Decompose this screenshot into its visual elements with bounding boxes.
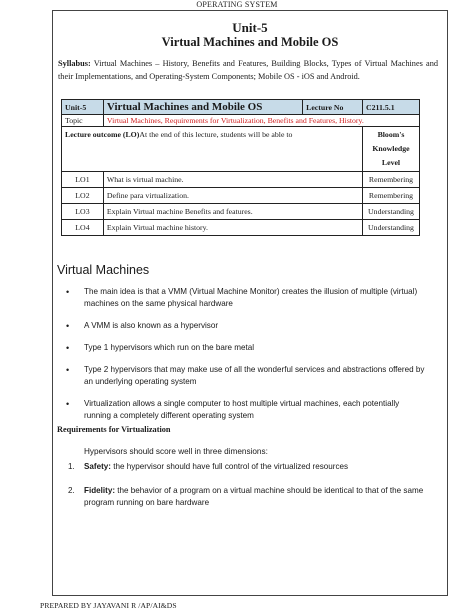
unit-subtitle: Virtual Machines and Mobile OS: [161, 35, 339, 49]
list-number: 2.: [68, 486, 75, 495]
syllabus-text: Virtual Machines – History, Benefits and Features, Building Blocks, Types of Virtual Machines and their Implementations, and Operating-System Components; Mobile OS - iOS and Android.: [58, 59, 438, 81]
lecture-title-cell: Virtual Machines and Mobile OS: [103, 100, 302, 115]
list-item-text: Virtualization allows a single computer to host multiple virtual machines, each potentially running a completely different operating system: [84, 399, 400, 420]
outcome-label: Lecture outcome (LO): [65, 130, 140, 139]
bullet-icon: •: [66, 399, 70, 409]
lo-level-cell: Remembering: [363, 188, 420, 204]
lo-cell: LO1: [62, 172, 104, 188]
table-row: [62, 204, 420, 220]
table-row: [62, 188, 420, 204]
outcome-cell: [62, 127, 363, 172]
syllabus-label: Syllabus:: [58, 59, 91, 68]
list-number: 1.: [68, 462, 75, 471]
lo-level-cell: Understanding: [363, 220, 420, 236]
lo-cell: LO2: [62, 188, 104, 204]
bullet-icon: •: [66, 287, 70, 297]
section-title: Virtual Machines: [57, 263, 150, 277]
lo-level-cell: Remembering: [363, 172, 420, 188]
footer: PREPARED BY JAYAVANI R /AP/AI&DS: [40, 601, 177, 610]
unit-no-cell: Unit-5: [62, 100, 104, 115]
requirements-heading: Requirements for Virtualization: [57, 425, 171, 434]
list-item-text: A VMM is also known as a hypervisor: [84, 321, 219, 330]
table-row: [62, 220, 420, 236]
bullet-list: [58, 286, 428, 432]
running-header: OPERATING SYSTEM: [196, 0, 278, 9]
bullet-icon: •: [66, 343, 70, 353]
topic-row: [62, 115, 420, 127]
requirement-text: the behavior of a program on a virtual machine should be identical to that of the same program running on bare hardware: [84, 486, 424, 507]
blooms-cell: [363, 127, 420, 172]
lo-level-cell: Understanding: [363, 204, 420, 220]
list-item: [58, 485, 430, 509]
list-item-text: Type 1 hypervisors which run on the bare metal: [84, 343, 255, 352]
list-item-text: The main idea is that a VMM (Virtual Machine Monitor) creates the illusion of multiple (virtual) machines on the same physical hardware: [84, 287, 418, 308]
table-header-row: [62, 100, 420, 115]
outcome-text: At the end of this lecture, students will be able to: [139, 130, 293, 139]
list-item: [58, 461, 430, 473]
topic-cell: Virtual Machines, Requirements for Virtualization, Benefits and Features, History.: [103, 115, 419, 127]
table-row: [62, 172, 420, 188]
topic-label-cell: Topic: [62, 115, 104, 127]
lecture-no-cell: C211.5.1: [363, 100, 420, 115]
requirement-term: Fidelity:: [84, 486, 116, 495]
list-item: [58, 364, 428, 388]
list-item: [58, 342, 428, 354]
syllabus-paragraph: [58, 57, 438, 83]
list-item: [58, 286, 428, 310]
lecture-no-label-cell: Lecture No: [303, 100, 363, 115]
lo-desc-cell: Explain Virtual machine history.: [103, 220, 362, 236]
list-item-text: Type 2 hypervisors that may make use of all the wonderful services and abstractions offered by an underlying operating system: [84, 365, 425, 386]
blooms-label: Bloom's: [377, 130, 405, 139]
unit-title: Unit-5: [232, 20, 268, 35]
requirement-term: Safety:: [84, 462, 111, 471]
lo-desc-cell: Define para virtualization.: [103, 188, 362, 204]
requirement-text: the hypervisor should have full control of the virtualized resources: [111, 462, 349, 471]
lecture-table: [61, 99, 420, 236]
requirements-list: [58, 461, 430, 521]
list-item: [58, 320, 428, 332]
lo-desc-cell: What is virtual machine.: [103, 172, 362, 188]
lo-desc-cell: Explain Virtual machine Benefits and features.: [103, 204, 362, 220]
outcome-row: [62, 127, 420, 172]
list-item: [58, 398, 428, 422]
bullet-icon: •: [66, 365, 70, 375]
bullet-icon: •: [66, 321, 70, 331]
knowledge-level-label: Knowledge Level: [372, 144, 410, 167]
lo-cell: LO3: [62, 204, 104, 220]
requirements-intro: Hypervisors should score well in three dimensions:: [84, 447, 268, 456]
lo-cell: LO4: [62, 220, 104, 236]
